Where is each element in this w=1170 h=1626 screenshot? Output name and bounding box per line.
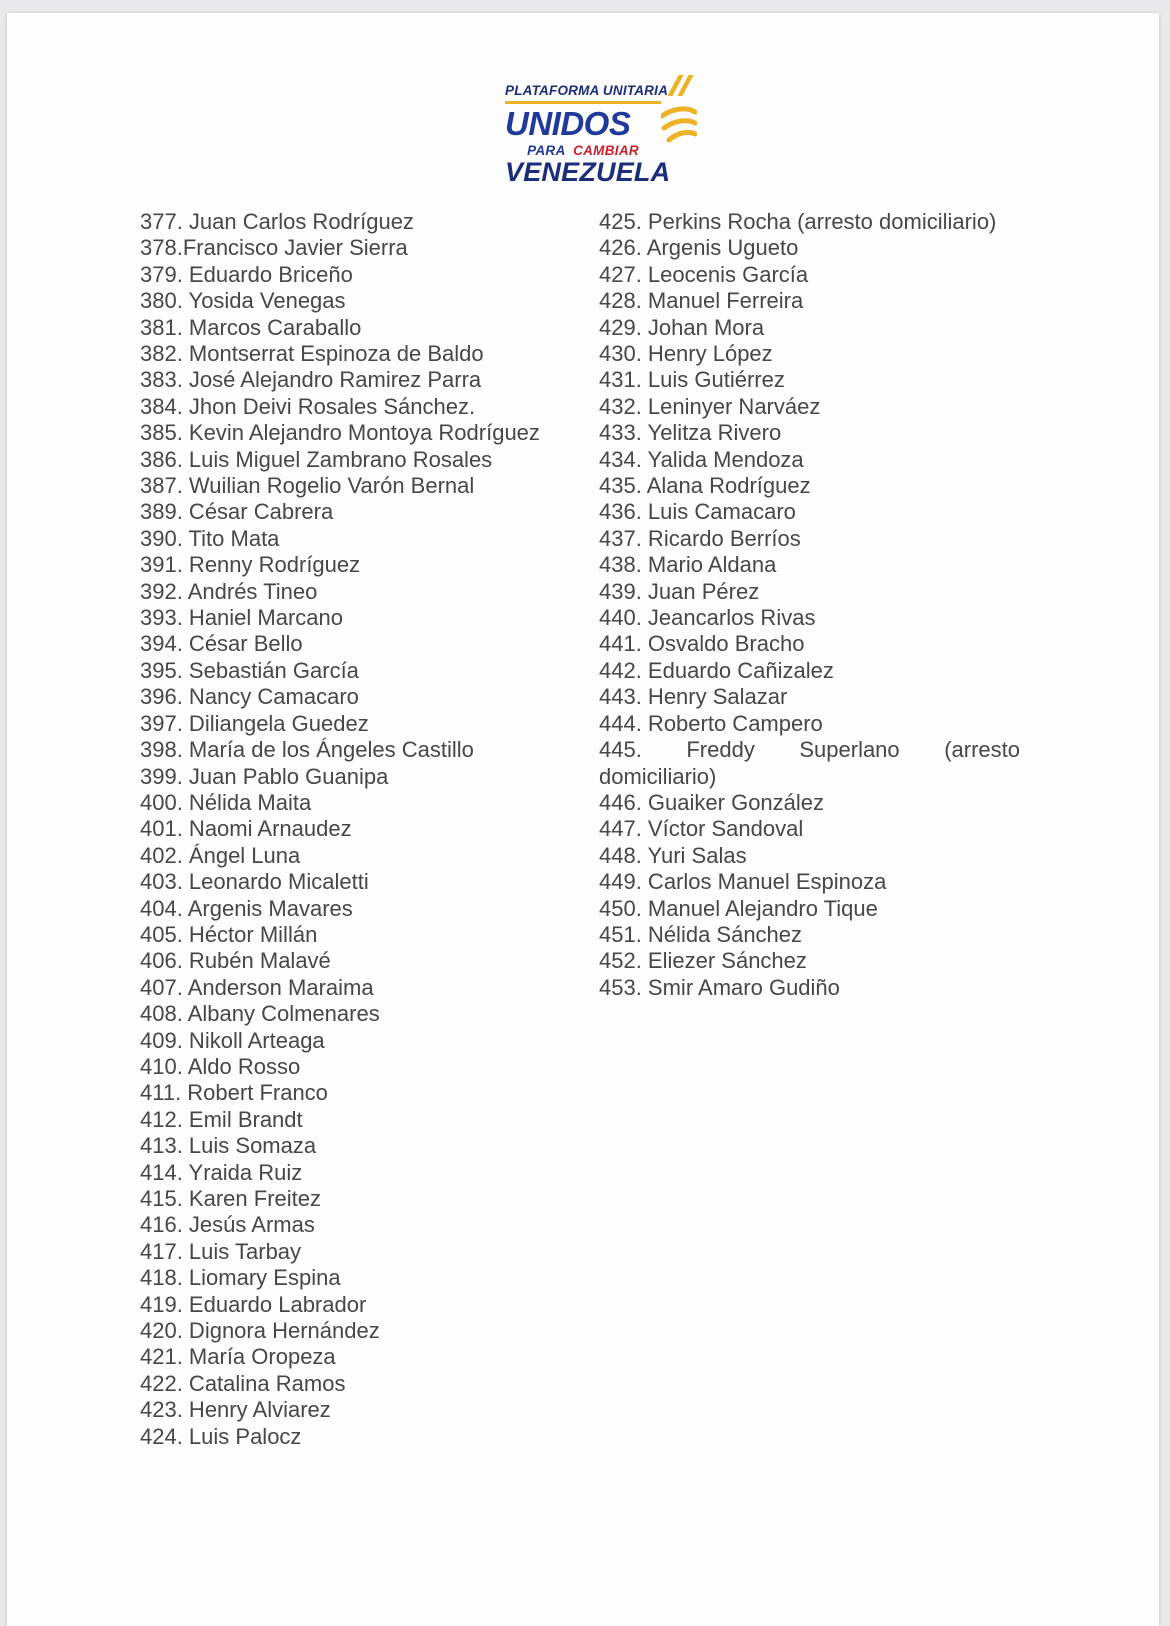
- list-item: 392. Andrés Tineo: [140, 578, 318, 604]
- list-item: 411. Robert Franco: [140, 1080, 328, 1106]
- list-item: 404. Argenis Mavares: [140, 895, 353, 921]
- double-slash-icon: [673, 75, 688, 96]
- list-item: 394. César Bello: [140, 631, 303, 657]
- logo-country: VENEZUELA: [505, 156, 671, 187]
- list-item: 378.Francisco Javier Sierra: [140, 235, 408, 261]
- list-item: 447. Víctor Sandoval: [599, 816, 804, 842]
- list-item: 453. Smir Amaro Gudiño: [599, 974, 840, 1000]
- list-item: 438. Mario Aldana: [599, 552, 777, 578]
- list-item: 444. Roberto Campero: [599, 710, 823, 736]
- logo-wordmark: UNIDOS: [505, 105, 631, 142]
- list-item: 393. Haniel Marcano: [140, 605, 344, 631]
- list-item: 439. Juan Pérez: [599, 578, 760, 604]
- list-item: 380. Yosida Venegas: [140, 288, 346, 314]
- list-item: 396. Nancy Camacaro: [140, 684, 359, 710]
- logo-tagline: [505, 143, 661, 158]
- list-item: 432. Leninyer Narváez: [599, 393, 821, 419]
- list-item: 395. Sebastián García: [140, 657, 359, 683]
- list-item: 399. Juan Pablo Guanipa: [140, 763, 389, 789]
- list-item: 389. César Cabrera: [140, 499, 334, 525]
- swoosh-icon: [661, 104, 697, 150]
- list-item: 391. Renny Rodríguez: [140, 552, 361, 578]
- list-item: 386. Luis Miguel Zambrano Rosales: [140, 446, 493, 472]
- list-item: 382. Montserrat Espinoza de Baldo: [140, 341, 484, 366]
- list-item: 402. Ángel Luna: [140, 842, 301, 868]
- list-item: 429. Johan Mora: [599, 314, 765, 340]
- list-item: 423. Henry Alviarez: [140, 1397, 331, 1423]
- list-item: 417. Luis Tarbay: [140, 1238, 302, 1264]
- list-item: 379. Eduardo Briceño: [140, 261, 353, 287]
- list-item: 412. Emil Brandt: [140, 1106, 303, 1132]
- list-item: 409. Nikoll Arteaga: [140, 1027, 325, 1053]
- list-item: 400. Nélida Maita: [140, 789, 312, 815]
- list-item: 443. Henry Salazar: [599, 684, 788, 710]
- list-item: 398. María de los Ángeles Castillo: [140, 737, 474, 763]
- tagline-cambiar: CAMBIAR: [573, 142, 639, 158]
- list-item: 445. Freddy Superlano (arresto domiciliario): [599, 737, 1020, 789]
- list-item: 413. Luis Somaza: [140, 1133, 317, 1159]
- list-item: 435. Alana Rodríguez: [599, 473, 811, 499]
- list-item: 410. Aldo Rosso: [140, 1053, 301, 1079]
- list-item: 420. Dignora Hernández: [140, 1318, 380, 1344]
- logo-top-line: PLATAFORMA UNITARIA: [505, 83, 661, 104]
- list-item: 397. Diliangela Guedez: [140, 710, 369, 736]
- column-left: [140, 209, 561, 1450]
- list-item: 415. Karen Freitez: [140, 1186, 321, 1211]
- name-list: [7, 209, 1159, 1450]
- list-item: 419. Eduardo Labrador: [140, 1291, 367, 1317]
- list-item: 442. Eduardo Cañizalez: [599, 657, 834, 683]
- list-item: 430. Henry López: [599, 341, 773, 366]
- list-item: 434. Yalida Mendoza: [599, 446, 804, 472]
- list-item: 406. Rubén Malavé: [140, 948, 331, 974]
- list-item: 437. Ricardo Berríos: [599, 525, 801, 551]
- list-item: 446. Guaiker González: [599, 789, 825, 815]
- list-item: 408. Albany Colmenares: [140, 1001, 380, 1027]
- list-item: 448. Yuri Salas: [599, 842, 747, 868]
- list-item: 441. Osvaldo Bracho: [599, 631, 805, 657]
- list-item: 377. Juan Carlos Rodríguez: [140, 208, 414, 234]
- list-item: 416. Jesús Armas: [140, 1212, 315, 1238]
- list-item: 383. José Alejandro Ramirez Parra: [140, 367, 482, 393]
- list-item: 384. Jhon Deivi Rosales Sánchez.: [140, 393, 476, 419]
- list-item: 401. Naomi Arnaudez: [140, 816, 352, 842]
- logo: [505, 83, 671, 187]
- column-right: [599, 209, 1020, 1450]
- list-item: 426. Argenis Ugueto: [599, 235, 799, 261]
- list-item: 418. Liomary Espina: [140, 1265, 341, 1291]
- list-item: 424. Luis Palocz: [140, 1423, 302, 1449]
- list-item: 387. Wuilian Rogelio Varón Bernal: [140, 473, 475, 499]
- list-item: 421. María Oropeza: [140, 1344, 336, 1370]
- list-item: 425. Perkins Rocha (arresto domiciliario): [599, 208, 997, 234]
- list-item: 414. Yraida Ruiz: [140, 1159, 303, 1185]
- list-item: 440. Jeancarlos Rivas: [599, 605, 816, 631]
- list-item: 422. Catalina Ramos: [140, 1370, 346, 1396]
- list-item: 450. Manuel Alejandro Tique: [599, 895, 878, 921]
- list-item: 436. Luis Camacaro: [599, 499, 796, 525]
- list-item: 433. Yelitza Rivero: [599, 420, 782, 446]
- list-item: 385. Kevin Alejandro Montoya Rodríguez: [140, 420, 540, 446]
- list-item: 428. Manuel Ferreira: [599, 288, 804, 314]
- list-item: 427. Leocenis García: [599, 261, 809, 287]
- list-item: 449. Carlos Manuel Espinoza: [599, 869, 887, 895]
- list-item: 431. Luis Gutiérrez: [599, 367, 785, 393]
- tagline-para: PARA: [527, 142, 566, 158]
- list-item: 405. Héctor Millán: [140, 921, 318, 947]
- list-item: 452. Eliezer Sánchez: [599, 948, 807, 974]
- list-item: 407. Anderson Maraima: [140, 974, 374, 1000]
- list-item: 390. Tito Mata: [140, 525, 280, 551]
- list-item: 403. Leonardo Micaletti: [140, 869, 369, 895]
- document-page: [7, 13, 1159, 1626]
- list-item: 381. Marcos Caraballo: [140, 314, 362, 340]
- list-item: 451. Nélida Sánchez: [599, 921, 803, 947]
